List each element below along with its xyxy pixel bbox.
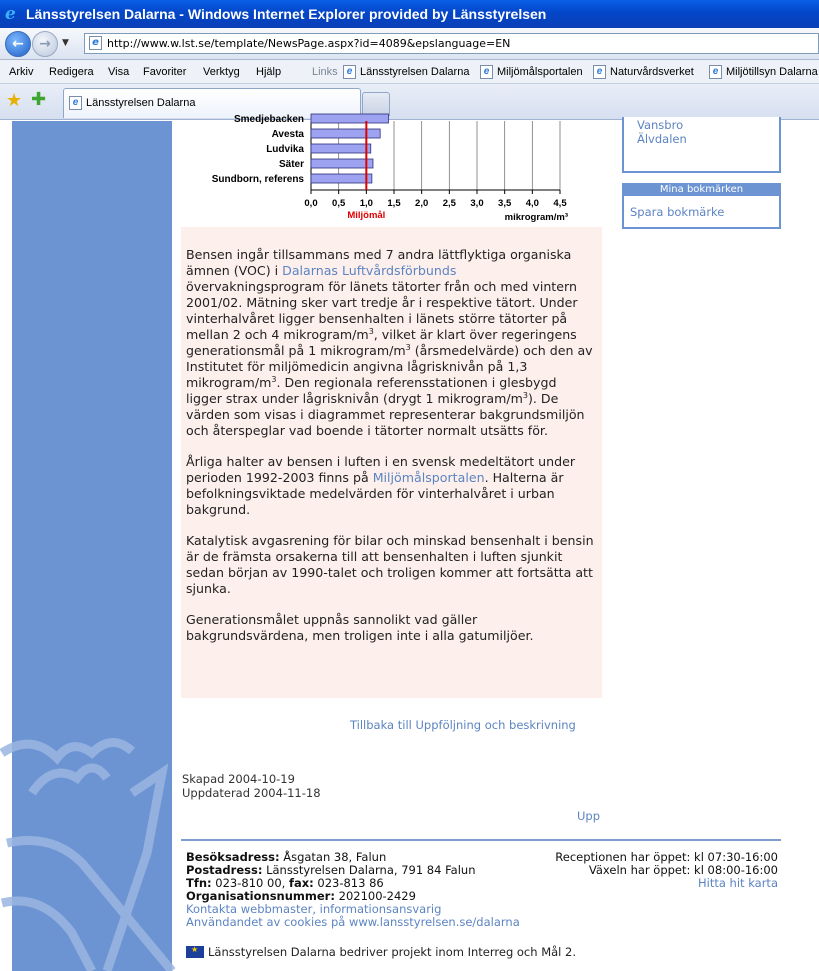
- link-label: Miljömålsportalen: [497, 66, 583, 78]
- address-bar: [0, 28, 819, 60]
- add-favorite-icon[interactable]: ✚: [31, 89, 47, 110]
- ie-page-icon: e: [480, 65, 493, 79]
- tab-lansstyrelsen[interactable]: [63, 88, 361, 118]
- tab-bar: [0, 84, 819, 120]
- eu-flag-icon: [186, 946, 204, 958]
- url-input[interactable]: [84, 33, 819, 54]
- footer-opening-hours: [500, 851, 778, 890]
- value: 023-810 00,: [211, 876, 289, 890]
- tab-title: Länsstyrelsen Dalarna: [86, 97, 196, 109]
- chart-tick-label: 1,5: [387, 198, 401, 209]
- url-text: http://www.w.lst.se/template/NewsPage.aspx?id=4089&epslanguage=EN: [107, 37, 511, 50]
- value: 202100-2429: [334, 889, 416, 903]
- menu-verktyg[interactable]: Verktyg: [203, 66, 240, 78]
- chart-bar: [311, 114, 388, 123]
- chart-tick-label: 0,0: [304, 198, 318, 209]
- menu-favoriter[interactable]: Favoriter: [143, 66, 187, 78]
- eu-text: Länsstyrelsen Dalarna bedriver projekt inom Interreg och Mål 2.: [208, 945, 576, 959]
- article-paragraph-3: Katalytisk avgasrening för bilar och minskad bensenhalt i bensin är de främsta orsakerna till att bensenhalten i luften sjunkit sedan början av 1990-talet och troligen kommer att fortsätta att sjunka.: [186, 533, 594, 596]
- chart-category-label: Avesta: [271, 129, 304, 140]
- page-dates: [182, 772, 321, 800]
- arrow-left-icon: ←: [12, 36, 24, 52]
- ie-page-icon: e: [593, 65, 606, 79]
- eu-notice: [186, 945, 576, 959]
- footer-contact-info: [186, 851, 520, 929]
- value: Åsgatan 38, Falun: [279, 850, 387, 864]
- chart-tick-label: 4,5: [553, 198, 567, 209]
- link-label: Miljötillsyn Dalarna: [726, 66, 818, 78]
- chart-bar: [311, 159, 373, 168]
- ie-page-icon: e: [343, 65, 356, 79]
- page-favicon-icon: e: [89, 36, 102, 50]
- label: Organisationsnummer:: [186, 889, 335, 903]
- text-span: , vilket är klart över regeringens generationsmål på 1 mikrogram/m: [186, 327, 577, 358]
- label: Postadress:: [186, 863, 263, 877]
- chart-bar: [311, 129, 380, 138]
- bookmarks-header: Mina bokmärken: [624, 185, 779, 196]
- ie-logo-icon: e: [5, 4, 16, 24]
- sidebar-link-alvdalen[interactable]: Älvdalen: [637, 132, 687, 146]
- menu-redigera[interactable]: Redigera: [49, 66, 94, 78]
- chart-tick-label: 4,0: [525, 198, 539, 209]
- superscript: 3: [522, 391, 528, 400]
- chart-category-label: Smedjebacken: [233, 114, 304, 125]
- link-miljomalsportalen[interactable]: [480, 60, 583, 84]
- text-span: (årsmedelvärde) och den av Institutet för miljömedicin angivna lågrisknivån på 1,3 mikrogram/m: [186, 343, 593, 390]
- save-bookmark-link[interactable]: Spara bokmärke: [630, 205, 725, 219]
- dalarnas-luftvardsforbund-link[interactable]: Dalarnas Luftvårdsförbunds: [282, 263, 457, 278]
- forward-button[interactable]: [32, 31, 58, 57]
- chart-tick-label: 2,0: [415, 198, 429, 209]
- miljomalsportalen-link[interactable]: Miljömålsportalen: [372, 470, 485, 485]
- favorites-star-icon[interactable]: ★: [6, 90, 23, 111]
- link-label: Länsstyrelsen Dalarna: [360, 66, 470, 78]
- value: 023-813 86: [313, 876, 384, 890]
- article-paragraph-2: [186, 454, 596, 518]
- scroll-up-link[interactable]: Upp: [577, 809, 601, 823]
- label: Besöksadress:: [186, 850, 280, 864]
- superscript: 3: [405, 343, 411, 352]
- text-span: övervakningsprogram för länets tätorter från och med vintern 2001/02. Mätning sker vart tredje år i respektive tätort. Under vinterhalvåret ligger bensenhalten i länets större tätorter på mellan 2 och 4 mikrogram/m: [186, 279, 578, 342]
- label: fax:: [288, 876, 314, 890]
- tab-favicon-icon: e: [69, 96, 82, 110]
- chart-tick-label: 3,0: [470, 198, 484, 209]
- benzene-chart: [192, 114, 592, 227]
- sidebar-bookmarks-box: [622, 183, 781, 229]
- text-span: ). De värden som visas i diagrammet representerar bakgrundsmiljön och återspeglar vad boende i tätorter normalt utsätts för.: [186, 391, 585, 438]
- menu-bar: [0, 60, 819, 84]
- chart-tick-label: 2,5: [442, 198, 456, 209]
- crown-emblem-icon: [12, 733, 172, 971]
- window-title: Länsstyrelsen Dalarna - Windows Internet Explorer provided by Länsstyrelsen: [26, 6, 547, 22]
- links-label: Links: [312, 66, 338, 78]
- created-date: Skapad 2004-10-19: [182, 772, 295, 786]
- text-span: Bensen ingår tillsammans med 7 andra lättflyktiga organiska ämnen (VOC) i: [186, 247, 572, 278]
- window-title-bar[interactable]: [0, 0, 819, 28]
- contact-webmaster-link[interactable]: Kontakta webbmaster, informationsansvarig: [186, 902, 442, 916]
- text-span: Årliga halter av bensen i luften i en svensk medeltätort under perioden 1992-2003 finns på: [186, 454, 576, 485]
- value: Länsstyrelsen Dalarna, 791 84 Falun: [262, 863, 476, 877]
- menu-visa[interactable]: Visa: [108, 66, 130, 78]
- chart-x-axis-label: mikrogram/m³: [504, 212, 568, 223]
- page-viewport: [0, 114, 819, 971]
- text-span: . Den regionala referensstationen i glesbygd ligger strax under lågrisknivån (drygt 1 mikrogram/m: [186, 375, 557, 406]
- map-link[interactable]: Hitta hit karta: [697, 876, 778, 890]
- link-label: Naturvårdsverket: [610, 66, 694, 78]
- footer-divider: [181, 839, 781, 841]
- chart-tick-label: 0,5: [332, 198, 346, 209]
- article-paragraph-4: Generationsmålet uppnås sannolikt vad gäller bakgrundsvärdena, men troligen inte i alla gatumiljöer.: [186, 612, 534, 643]
- ie-page-icon: e: [709, 65, 722, 79]
- chart-tick-label: 3,5: [498, 198, 512, 209]
- menu-hjalp[interactable]: Hjälp: [256, 66, 282, 78]
- chart-svg: [192, 114, 592, 227]
- back-button[interactable]: [5, 31, 31, 57]
- superscript: 3: [271, 375, 277, 384]
- link-naturvardsverket[interactable]: [593, 60, 694, 84]
- superscript: 3: [368, 327, 374, 336]
- history-dropdown-icon[interactable]: ▼: [62, 38, 69, 48]
- text-span: . Halterna är befolkningsviktade medelvärden för vinterhalvåret i urban bakgrund.: [186, 470, 564, 517]
- cookies-link[interactable]: Användandet av cookies på www.lansstyrelsen.se/dalarna: [186, 915, 520, 929]
- sidebar-link-vansbro[interactable]: Vansbro: [637, 118, 684, 132]
- back-to-overview-link[interactable]: Tillbaka till Uppföljning och beskrivning: [350, 718, 576, 732]
- reception-hours: Receptionen har öppet: kl 07:30-16:00: [555, 850, 778, 864]
- link-miljotillsyn[interactable]: [709, 60, 818, 84]
- sidebar-places-box: [622, 117, 781, 173]
- arrow-right-icon: →: [39, 36, 51, 52]
- menu-arkiv[interactable]: Arkiv: [9, 66, 34, 78]
- chart-tick-label: 1,0: [359, 198, 373, 209]
- link-lansstyrelsen[interactable]: [343, 60, 469, 84]
- article-paragraph-1: [186, 247, 596, 439]
- chart-category-label: Sundborn, referens: [211, 174, 304, 185]
- chart-target-label: Miljömål: [347, 210, 386, 221]
- chart-bar: [311, 174, 372, 183]
- chart-category-label: Ludvika: [266, 144, 304, 155]
- article-body: [186, 247, 596, 659]
- new-tab-button[interactable]: [362, 92, 390, 116]
- switchboard-hours: Växeln har öppet: kl 08:00-16:00: [588, 863, 778, 877]
- label: Tfn:: [186, 876, 212, 890]
- updated-date: Uppdaterad 2004-11-18: [182, 786, 321, 800]
- chart-category-label: Säter: [278, 159, 304, 170]
- chart-bar: [311, 144, 371, 153]
